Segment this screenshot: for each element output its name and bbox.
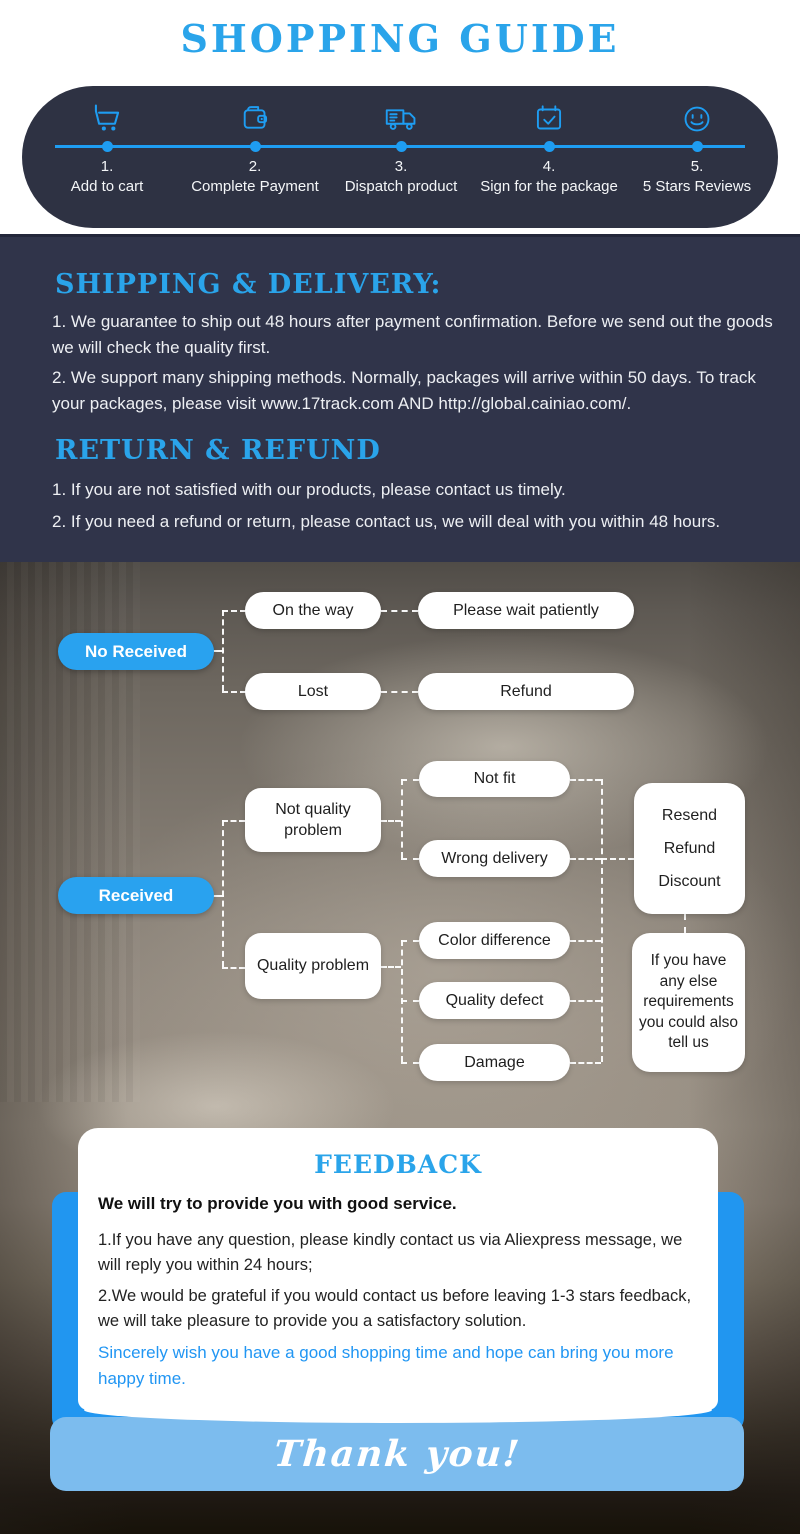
feedback-card <box>78 1128 718 1410</box>
shipping-item: 1. We guarantee to ship out 48 hours after payment confirmation. Before we send out the goods we will check the quality first. <box>52 312 773 357</box>
connector <box>570 779 601 781</box>
return-refund-heading: RETURN & REFUND <box>55 435 381 466</box>
connector <box>401 1000 419 1002</box>
step-dot <box>692 141 703 152</box>
flow-node-not-fit: Not fit <box>419 761 570 797</box>
connector <box>381 966 401 968</box>
connector <box>401 779 419 781</box>
flow-node-no-received: No Received <box>58 633 214 670</box>
shipping-item: 2. We support many shipping methods. Normally, packages will arrive within 50 days. To track your packages, please visit www.17track.com AND http://global.cainiao.com/. <box>52 368 756 413</box>
flow-node-refund: Refund <box>418 673 634 710</box>
page-title: SHOPPING GUIDE <box>180 16 620 61</box>
connector <box>381 820 401 822</box>
connector <box>684 914 686 933</box>
shipping-info-section <box>0 234 800 562</box>
connector <box>381 610 418 612</box>
step-number: 2. <box>248 158 262 175</box>
step-label: Complete Payment <box>191 178 319 195</box>
flow-node-please-wait: Please wait patiently <box>418 592 634 629</box>
step-label: 5 Stars Reviews <box>642 178 752 195</box>
flow-node-not-quality-problem: Not quality problem <box>245 788 381 852</box>
flow-node-on-the-way: On the way <box>245 592 381 629</box>
feedback-closing: Sincerely wish you have a good shopping time and hope can bring you more happy time. <box>98 1343 674 1388</box>
connector <box>222 691 246 693</box>
flow-node-quality-defect: Quality defect <box>419 982 570 1019</box>
flow-node-wrong-delivery: Wrong delivery <box>419 840 570 877</box>
step-label: Dispatch product <box>344 178 458 195</box>
room-photo-background <box>0 562 800 1534</box>
thank-you-text: Thank you! <box>271 1433 523 1475</box>
step-dot <box>544 141 555 152</box>
step-number: 4. <box>542 158 556 175</box>
step-dot <box>250 141 261 152</box>
step-label: Sign for the package <box>480 178 618 195</box>
connector <box>222 820 224 967</box>
flow-node-color-difference: Color difference <box>419 922 570 959</box>
feedback-item: 1.If you have any question, please kindly contact us via Aliexpress message, we will reply you within 24 hours; <box>98 1231 683 1274</box>
step-dot <box>396 141 407 152</box>
flow-node-resend-options <box>634 783 745 914</box>
truck-icon <box>326 100 476 138</box>
connector <box>222 610 246 612</box>
connector <box>570 940 601 942</box>
shipping-heading: SHIPPING & DELIVERY: <box>55 269 442 300</box>
smiley-icon <box>622 100 772 138</box>
feedback-heading: FEEDBACK <box>314 1150 482 1179</box>
step-number: 3. <box>394 158 408 175</box>
connector <box>401 1062 419 1064</box>
feedback-intro: We will try to provide you with good service. <box>98 1194 457 1213</box>
return-item: 1. If you are not satisfied with our products, please contact us timely. <box>52 480 566 499</box>
flow-node-other-requirements: If you have any else requirements you could also tell us <box>632 933 745 1072</box>
connector <box>601 858 634 860</box>
resend-option: Discount <box>658 873 721 891</box>
connector <box>601 779 603 1062</box>
connector <box>401 940 419 942</box>
flow-node-received: Received <box>58 877 214 914</box>
wallet-icon <box>180 100 330 138</box>
step-number: 5. <box>690 158 704 175</box>
cart-icon <box>32 100 182 138</box>
resend-option: Resend <box>661 806 718 824</box>
connector <box>570 858 601 860</box>
flow-node-lost: Lost <box>245 673 381 710</box>
connector <box>570 1062 601 1064</box>
connector <box>401 779 403 858</box>
connector <box>401 858 419 860</box>
connector <box>222 967 245 969</box>
flow-node-damage: Damage <box>419 1044 570 1081</box>
connector <box>381 691 418 693</box>
resend-option: Refund <box>663 839 716 857</box>
connector <box>570 1000 601 1002</box>
step-dot <box>102 141 113 152</box>
calendar-check-icon <box>474 100 624 138</box>
step-number: 1. <box>100 158 114 175</box>
flow-node-quality-problem: Quality problem <box>245 933 381 999</box>
feedback-item: 2.We would be grateful if you would contact us before leaving 1-3 stars feedback, we will take pleasure to provide you a satisfactory solution. <box>98 1287 692 1330</box>
connector <box>222 820 245 822</box>
thank-you-banner <box>50 1417 744 1491</box>
step-label: Add to cart <box>70 178 144 195</box>
return-item: 2. If you need a refund or return, please contact us, we will deal with you within 48 hours. <box>52 512 721 531</box>
steps-banner <box>22 86 778 228</box>
